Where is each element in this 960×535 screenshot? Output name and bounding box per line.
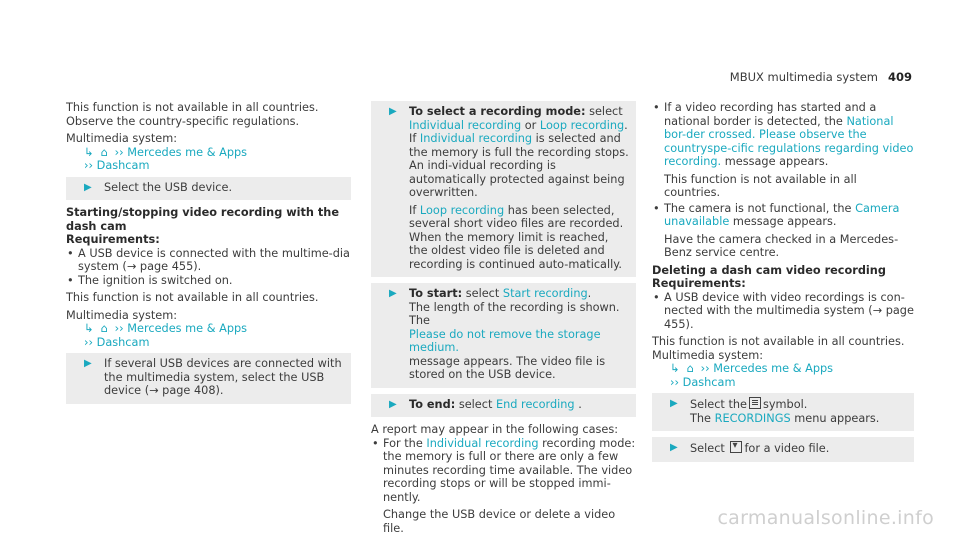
option-individual-recording: Individual recording [426, 437, 538, 450]
message-national-border: National bor-der crossed. Please observe the countryspe-cific regulations regarding video recording. [664, 115, 913, 169]
option-loop-recording[interactable]: Loop recording [540, 119, 624, 132]
nav-arrow-icon: ↳ [84, 146, 93, 159]
step-text: is selected and the memory is full the recording stops. An indi-vidual recording is automatically protected against being overwritten. [409, 132, 629, 199]
step-text: The [690, 412, 711, 425]
message-camera-unavailable: Camera unavailable [664, 202, 899, 229]
step-text: select [466, 287, 500, 300]
option-end-recording[interactable]: End recording [496, 398, 575, 411]
list-item: • A USB device is connected with the multime-dia system (→ page 455). [66, 247, 351, 274]
watermark: carmanualsonline.info [717, 512, 934, 526]
step-label: To select a recording mode: [409, 105, 586, 118]
requirements-label: Requirements: [66, 233, 351, 247]
nav-dashcam[interactable]: Dashcam [683, 376, 736, 389]
step-text: or [525, 119, 537, 132]
section-heading-delete: Deleting a dash cam video recording [652, 264, 914, 278]
step-select-usb [66, 177, 351, 201]
option-individual-recording: Individual recording [420, 132, 532, 145]
list-text: Have the camera checked in a Mercedes-Benz service centre. [664, 233, 914, 260]
menu-recordings[interactable]: RECORDINGS [715, 412, 791, 425]
list-item [371, 437, 636, 535]
section-heading-start-stop: Starting/stopping video recording with the dash cam [66, 206, 351, 233]
page-header [730, 71, 912, 85]
step-end-recording: ▶ To end: select End recording . [371, 394, 636, 418]
chevron-right-icon: ›› [115, 146, 128, 159]
step-text: Select the USB device. [104, 181, 232, 194]
menu-icon[interactable] [749, 397, 761, 409]
list-text: This function is not available in all countries. [664, 173, 914, 200]
home-icon[interactable]: ⌂ [97, 146, 111, 160]
chevron-right-icon: ›› [115, 322, 128, 335]
step-text: has been selected, several short video files are recorded. When the memory limit is reached, the oldest video file is deleted and recording is continued auto-matically. [409, 204, 623, 271]
step-arrow-icon: ▶ [84, 181, 92, 195]
list-text: The camera is not functional, the [664, 202, 852, 215]
message-do-not-remove: Please do not remove the storage medium. [409, 328, 601, 355]
list-text: message appears. [733, 215, 837, 228]
step-text: If [409, 204, 416, 217]
step-arrow-icon: ▶ [670, 397, 678, 411]
option-individual-recording[interactable]: Individual recording [409, 119, 521, 132]
list-text: message appears. [725, 155, 829, 168]
nav-path [66, 146, 351, 173]
list-text: If a video recording has started and a national border is detected, the [664, 101, 876, 128]
list-item [652, 101, 914, 200]
nav-dashcam[interactable]: Dashcam [97, 159, 150, 172]
report-note: A report may appear in the following cases: [371, 423, 636, 437]
list-item: • A USB device with video recordings is con-nected with the multimedia system (→ page 455). [652, 291, 914, 332]
step-select-video-file [652, 437, 914, 462]
step-label: To end: [409, 398, 455, 411]
step-text: The length of the recording is shown. The [409, 301, 620, 328]
list-text: Change the USB device or delete a video file. [383, 508, 636, 535]
column-3 [652, 101, 914, 468]
availability-note: This function is not available in all countries. [652, 335, 914, 349]
step-text: symbol. [763, 398, 807, 411]
step-text: select [589, 105, 623, 118]
availability-note: This function is not available in all countries. [66, 291, 351, 305]
chevron-right-icon: ›› [670, 376, 683, 389]
step-arrow-icon: ▶ [84, 357, 92, 371]
nav-path [652, 362, 914, 389]
step-text: select [459, 398, 493, 411]
option-start-recording[interactable]: Start recording [503, 287, 588, 300]
chevron-right-icon: ›› [84, 336, 97, 349]
chevron-right-icon: ›› [84, 159, 97, 172]
nav-mercedes-me-apps[interactable]: Mercedes me & Apps [713, 362, 833, 375]
home-icon[interactable]: ⌂ [97, 322, 111, 336]
step-text: If several USB devices are connected with the multimedia system, select the USB device (→ page 408). [104, 357, 342, 397]
list-item [652, 202, 914, 260]
section-title: MBUX multimedia system [730, 70, 878, 84]
option-loop-recording: Loop recording [420, 204, 504, 217]
list-text: For the [383, 437, 423, 450]
step-arrow-icon: ▶ [389, 287, 397, 301]
chevron-right-icon: ›› [701, 362, 714, 375]
list-item: • The ignition is switched on. [66, 274, 351, 288]
availability-note: This function is not available in all countries. Observe the country-specific regulations. [66, 101, 351, 128]
nav-dashcam[interactable]: Dashcam [97, 336, 150, 349]
step-select-recording-mode: ▶ To select a recording mode: select Individual recording or Loop recording. If Individual recording is selected and the memory is full the recording stops. An indi-vidual recording is automatically protected against being overwritten. If Loop recording has been selected, several short video files are recorded. When the memory limit is reached, the oldest video file is deleted and recording is continued auto-matically. [371, 101, 636, 277]
step-select-usb-device [66, 353, 351, 404]
step-label: To start: [409, 287, 462, 300]
nav-arrow-icon: ↳ [670, 362, 679, 375]
nav-path [66, 322, 351, 349]
step-text: If [409, 132, 416, 145]
column-2 [371, 101, 636, 535]
list-text: recording mode: the memory is full or there are only a few minutes recording time available. The video recording stops or will be stopped immi-nently. [383, 437, 635, 504]
step-start-recording: ▶ To start: select Start recording. The length of the recording is shown. The Please do not remove the storage medium. message appears. The video file is stored on the USB device. [371, 283, 636, 388]
column-1 [66, 101, 351, 410]
nav-mercedes-me-apps[interactable]: Mercedes me & Apps [127, 146, 247, 159]
step-text: Select the [690, 398, 747, 411]
requirements-label: Requirements: [652, 277, 914, 291]
step-text: Select [690, 442, 725, 455]
multimedia-system-label: Multimedia system: [652, 349, 914, 363]
page-number: 409 [888, 70, 912, 84]
step-arrow-icon: ▶ [389, 398, 397, 412]
chevron-down-icon[interactable] [730, 441, 742, 453]
step-text: message appears. The video file is stored on the USB device. [409, 355, 605, 382]
nav-mercedes-me-apps[interactable]: Mercedes me & Apps [127, 322, 247, 335]
multimedia-system-label: Multimedia system: [66, 132, 351, 146]
step-arrow-icon: ▶ [670, 441, 678, 455]
step-text: menu appears. [794, 412, 879, 425]
step-text: for a video file. [744, 442, 829, 455]
step-select-menu-symbol [652, 393, 914, 431]
home-icon[interactable]: ⌂ [683, 362, 697, 376]
step-arrow-icon: ▶ [389, 105, 397, 119]
nav-arrow-icon: ↳ [84, 322, 93, 335]
multimedia-system-label: Multimedia system: [66, 309, 351, 323]
